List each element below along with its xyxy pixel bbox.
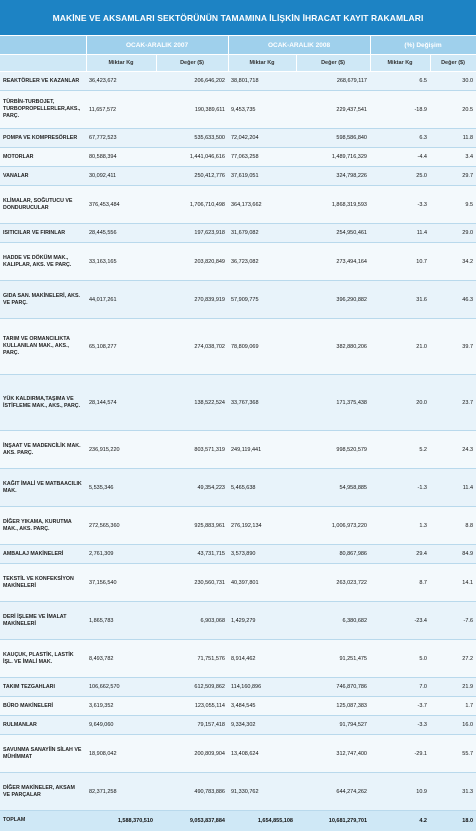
cell-qty-change: -3.3	[370, 716, 430, 735]
cell-qty-change: 29.4	[370, 545, 430, 564]
total-qty-2008: 1,654,855,108	[228, 811, 296, 831]
cell-qty-change: 25.0	[370, 167, 430, 186]
cell-val-2007: 270,839,919	[156, 281, 228, 319]
table-row	[0, 545, 476, 564]
cell-qty-2008: 57,909,775	[228, 281, 296, 319]
cell-val-2008: 598,586,840	[296, 129, 370, 148]
table-row	[0, 224, 476, 243]
cell-val-change: -7.6	[430, 602, 476, 640]
cell-val-2008: 171,375,438	[296, 375, 370, 431]
cell-val-2007: 612,509,862	[156, 678, 228, 697]
table-row	[0, 281, 476, 319]
cell-qty-change: -4.4	[370, 148, 430, 167]
cell-val-change: 31.3	[430, 773, 476, 811]
cell-qty-2008: 276,192,134	[228, 507, 296, 545]
cell-val-change: 1.7	[430, 697, 476, 716]
cell-qty-2007: 67,772,523	[86, 129, 156, 148]
cell-val-2008: 273,494,164	[296, 243, 370, 281]
report-title: MAKİNE VE AKSAMLARI SEKTÖRÜNÜN TAMAMINA İLİŞKİN İHRACAT KAYIT RAKAMLARI	[0, 0, 476, 36]
row-name: ISITICILAR VE FIRINLAR	[0, 224, 86, 243]
cell-val-2007: 190,389,611	[156, 91, 228, 129]
cell-qty-change: 21.0	[370, 319, 430, 375]
cell-val-2008: 263,023,722	[296, 564, 370, 602]
sub-header-qty-change: Miktar Kg	[370, 55, 430, 72]
cell-qty-2007: 37,156,540	[86, 564, 156, 602]
table-row	[0, 640, 476, 678]
cell-qty-2007: 65,108,277	[86, 319, 156, 375]
cell-qty-change: 31.6	[370, 281, 430, 319]
total-val-2008: 10,681,279,701	[296, 811, 370, 831]
group-header-blank	[0, 36, 86, 55]
cell-qty-2008: 364,173,662	[228, 186, 296, 224]
cell-val-2007: 206,646,202	[156, 72, 228, 91]
table-row	[0, 91, 476, 129]
row-name: YÜK KALDIRMA,TAŞIMA VE İSTİFLEME MAK., AKS., PARÇ.	[0, 375, 86, 431]
cell-val-2007: 79,157,418	[156, 716, 228, 735]
cell-val-2007: 138,522,524	[156, 375, 228, 431]
cell-val-2007: 49,354,223	[156, 469, 228, 507]
total-row	[0, 811, 476, 831]
cell-val-2007: 197,623,918	[156, 224, 228, 243]
row-name: TEKSTİL VE KONFEKSİYON MAKİNELERİ	[0, 564, 86, 602]
cell-qty-change: 10.7	[370, 243, 430, 281]
group-header-2007: OCAK-ARALIK 2007	[86, 36, 228, 55]
cell-qty-change: -3.7	[370, 697, 430, 716]
cell-val-change: 24.3	[430, 431, 476, 469]
cell-val-change: 14.1	[430, 564, 476, 602]
cell-val-2008: 91,794,527	[296, 716, 370, 735]
cell-val-change: 27.2	[430, 640, 476, 678]
table-row	[0, 564, 476, 602]
cell-val-2007: 803,571,319	[156, 431, 228, 469]
sub-header-qty-2008: Miktar Kg	[228, 55, 296, 72]
cell-val-change: 39.7	[430, 319, 476, 375]
row-name: DİĞER YIKAMA, KURUTMA MAK., AKS. PARÇ.	[0, 507, 86, 545]
cell-qty-2007: 376,453,484	[86, 186, 156, 224]
cell-val-change: 3.4	[430, 148, 476, 167]
cell-val-2007: 200,809,904	[156, 735, 228, 773]
cell-val-2007: 203,820,849	[156, 243, 228, 281]
row-name: REAKTÖRLER VE KAZANLAR	[0, 72, 86, 91]
cell-qty-2008: 13,408,624	[228, 735, 296, 773]
cell-qty-2007: 3,619,352	[86, 697, 156, 716]
cell-qty-change: 20.0	[370, 375, 430, 431]
cell-qty-2008: 8,914,462	[228, 640, 296, 678]
cell-qty-2008: 40,397,801	[228, 564, 296, 602]
total-val-change: 18.0	[430, 811, 476, 831]
cell-val-2007: 1,441,046,616	[156, 148, 228, 167]
cell-qty-2008: 5,465,638	[228, 469, 296, 507]
cell-qty-2008: 36,723,082	[228, 243, 296, 281]
cell-val-change: 84.9	[430, 545, 476, 564]
cell-val-change: 23.7	[430, 375, 476, 431]
table-row	[0, 678, 476, 697]
table-row	[0, 148, 476, 167]
cell-qty-2008: 91,330,762	[228, 773, 296, 811]
cell-qty-change: -23.4	[370, 602, 430, 640]
cell-val-2008: 254,950,461	[296, 224, 370, 243]
cell-qty-change: 11.4	[370, 224, 430, 243]
table-row	[0, 375, 476, 431]
cell-qty-2007: 9,649,060	[86, 716, 156, 735]
cell-val-2007: 230,560,731	[156, 564, 228, 602]
cell-val-2007: 1,706,710,498	[156, 186, 228, 224]
cell-qty-2008: 38,801,718	[228, 72, 296, 91]
cell-val-change: 34.2	[430, 243, 476, 281]
cell-qty-2008: 33,767,368	[228, 375, 296, 431]
cell-qty-2007: 18,908,042	[86, 735, 156, 773]
cell-val-change: 20.5	[430, 91, 476, 129]
table-row	[0, 735, 476, 773]
group-header-row	[0, 36, 476, 55]
cell-val-change: 9.5	[430, 186, 476, 224]
cell-qty-2008: 9,453,735	[228, 91, 296, 129]
total-val-2007: 9,053,837,884	[156, 811, 228, 831]
sub-header-qty-2007: Miktar Kg	[86, 55, 156, 72]
cell-qty-2007: 11,657,572	[86, 91, 156, 129]
cell-qty-change: -1.3	[370, 469, 430, 507]
cell-qty-change: 6.5	[370, 72, 430, 91]
cell-val-2008: 80,867,986	[296, 545, 370, 564]
cell-qty-2007: 36,423,672	[86, 72, 156, 91]
cell-val-2007: 250,412,776	[156, 167, 228, 186]
cell-val-2008: 998,520,579	[296, 431, 370, 469]
row-name: VANALAR	[0, 167, 86, 186]
cell-val-2008: 1,868,319,593	[296, 186, 370, 224]
cell-qty-2007: 8,493,782	[86, 640, 156, 678]
cell-val-change: 46.3	[430, 281, 476, 319]
cell-val-change: 11.8	[430, 129, 476, 148]
cell-val-2007: 535,633,500	[156, 129, 228, 148]
table-row	[0, 697, 476, 716]
total-label: TOPLAM	[0, 811, 86, 831]
cell-qty-2007: 236,915,220	[86, 431, 156, 469]
cell-qty-2007: 80,588,394	[86, 148, 156, 167]
cell-val-2008: 746,870,786	[296, 678, 370, 697]
cell-qty-2008: 9,334,302	[228, 716, 296, 735]
cell-qty-2007: 106,662,570	[86, 678, 156, 697]
row-name: BÜRO MAKİNELERİ	[0, 697, 86, 716]
row-name: GIDA SAN. MAKİNELERİ, AKS. VE PARÇ.	[0, 281, 86, 319]
cell-val-change: 29.7	[430, 167, 476, 186]
cell-qty-2007: 30,092,411	[86, 167, 156, 186]
row-name: MOTORLAR	[0, 148, 86, 167]
cell-val-2007: 123,055,114	[156, 697, 228, 716]
cell-qty-change: 6.3	[370, 129, 430, 148]
row-name: TAKIM TEZGAHLARI	[0, 678, 86, 697]
cell-val-2008: 644,274,262	[296, 773, 370, 811]
row-name: DERİ İŞLEME VE İMALAT MAKİNELERİ	[0, 602, 86, 640]
cell-val-change: 16.0	[430, 716, 476, 735]
cell-qty-2008: 72,042,204	[228, 129, 296, 148]
table-row	[0, 72, 476, 91]
sub-header-val-2007: Değer ($)	[156, 55, 228, 72]
cell-qty-change: 7.0	[370, 678, 430, 697]
cell-val-change: 21.9	[430, 678, 476, 697]
row-name: TARIM VE ORMANCILIKTA KULLANILAN MAK., AKS., PARÇ.	[0, 319, 86, 375]
cell-val-2008: 6,380,682	[296, 602, 370, 640]
row-name: İNŞAAT VE MADENCİLİK MAK. AKS. PARÇ.	[0, 431, 86, 469]
sub-header-val-2008: Değer ($)	[296, 55, 370, 72]
cell-qty-2007: 2,761,309	[86, 545, 156, 564]
cell-val-2008: 125,087,383	[296, 697, 370, 716]
cell-qty-change: 5.0	[370, 640, 430, 678]
cell-val-2008: 312,747,400	[296, 735, 370, 773]
cell-val-2007: 6,903,068	[156, 602, 228, 640]
cell-qty-2007: 33,163,165	[86, 243, 156, 281]
row-name: KAĞIT İMALİ VE MATBAACILIK MAK.	[0, 469, 86, 507]
cell-qty-change: 8.7	[370, 564, 430, 602]
cell-qty-2008: 1,429,279	[228, 602, 296, 640]
table-row	[0, 167, 476, 186]
table-row	[0, 431, 476, 469]
row-name: TÜRBİN-TURBOJET, TURBOPROPELLERLER,AKS., PARÇ.	[0, 91, 86, 129]
table-row	[0, 507, 476, 545]
cell-val-change: 8.8	[430, 507, 476, 545]
row-name: SAVUNMA SANAYİİN SİLAH VE MÜHİMMAT	[0, 735, 86, 773]
cell-val-change: 30.0	[430, 72, 476, 91]
table-row	[0, 243, 476, 281]
cell-qty-2008: 78,809,069	[228, 319, 296, 375]
cell-qty-change: 5.2	[370, 431, 430, 469]
cell-val-2007: 43,731,715	[156, 545, 228, 564]
total-qty-change: 4.2	[370, 811, 430, 831]
group-header-2008: OCAK-ARALIK 2008	[228, 36, 370, 55]
table-row	[0, 602, 476, 640]
row-name: RULMANLAR	[0, 716, 86, 735]
cell-val-2007: 274,038,702	[156, 319, 228, 375]
sub-header-val-change: Değer ($)	[430, 55, 476, 72]
row-name: AMBALAJ MAKİNELERİ	[0, 545, 86, 564]
row-name: DİĞER MAKİNELER, AKSAM VE PARÇALAR	[0, 773, 86, 811]
cell-qty-2008: 249,119,441	[228, 431, 296, 469]
cell-val-2008: 1,489,716,329	[296, 148, 370, 167]
cell-val-2007: 925,883,961	[156, 507, 228, 545]
cell-val-2007: 490,783,886	[156, 773, 228, 811]
cell-qty-2007: 82,371,258	[86, 773, 156, 811]
row-name: POMPA VE KOMPRESÖRLER	[0, 129, 86, 148]
cell-qty-2008: 3,484,545	[228, 697, 296, 716]
cell-qty-2008: 77,063,258	[228, 148, 296, 167]
cell-qty-change: -29.1	[370, 735, 430, 773]
cell-qty-2007: 28,445,556	[86, 224, 156, 243]
table-row	[0, 773, 476, 811]
cell-qty-2007: 28,144,574	[86, 375, 156, 431]
row-name: KAUÇUK, PLASTİK, LASTİK İŞL. VE İMALİ MAK.	[0, 640, 86, 678]
table-row	[0, 186, 476, 224]
cell-val-2008: 91,251,475	[296, 640, 370, 678]
cell-val-change: 29.0	[430, 224, 476, 243]
cell-qty-change: -18.9	[370, 91, 430, 129]
cell-val-2008: 1,006,973,220	[296, 507, 370, 545]
cell-qty-change: -3.3	[370, 186, 430, 224]
table-row	[0, 469, 476, 507]
cell-qty-change: 1.3	[370, 507, 430, 545]
cell-val-change: 11.4	[430, 469, 476, 507]
table-row	[0, 129, 476, 148]
group-header-change: (%) Değişim	[370, 36, 476, 55]
cell-val-2008: 229,437,541	[296, 91, 370, 129]
cell-val-2008: 268,679,117	[296, 72, 370, 91]
sub-header-row	[0, 55, 476, 72]
cell-qty-2007: 44,017,261	[86, 281, 156, 319]
cell-qty-2007: 1,865,783	[86, 602, 156, 640]
cell-qty-2008: 31,679,082	[228, 224, 296, 243]
table-row	[0, 716, 476, 735]
cell-val-2008: 54,958,885	[296, 469, 370, 507]
cell-val-2007: 71,751,576	[156, 640, 228, 678]
cell-val-2008: 382,880,206	[296, 319, 370, 375]
cell-qty-change: 10.9	[370, 773, 430, 811]
sub-header-blank	[0, 55, 86, 72]
table-body	[0, 72, 476, 811]
cell-qty-2007: 272,565,360	[86, 507, 156, 545]
cell-val-2008: 396,290,882	[296, 281, 370, 319]
total-qty-2007: 1,588,370,510	[86, 811, 156, 831]
export-table	[0, 36, 476, 831]
cell-qty-2007: 5,535,346	[86, 469, 156, 507]
row-name: HADDE VE DÖKÜM MAK., KALIPLAR, AKS. VE PARÇ.	[0, 243, 86, 281]
cell-qty-2008: 37,619,051	[228, 167, 296, 186]
cell-qty-2008: 3,573,890	[228, 545, 296, 564]
row-name: KLİMALAR, SOĞUTUCU VE DONDURUCULAR	[0, 186, 86, 224]
cell-qty-2008: 114,160,896	[228, 678, 296, 697]
cell-val-2008: 324,798,226	[296, 167, 370, 186]
cell-val-change: 55.7	[430, 735, 476, 773]
table-row	[0, 319, 476, 375]
